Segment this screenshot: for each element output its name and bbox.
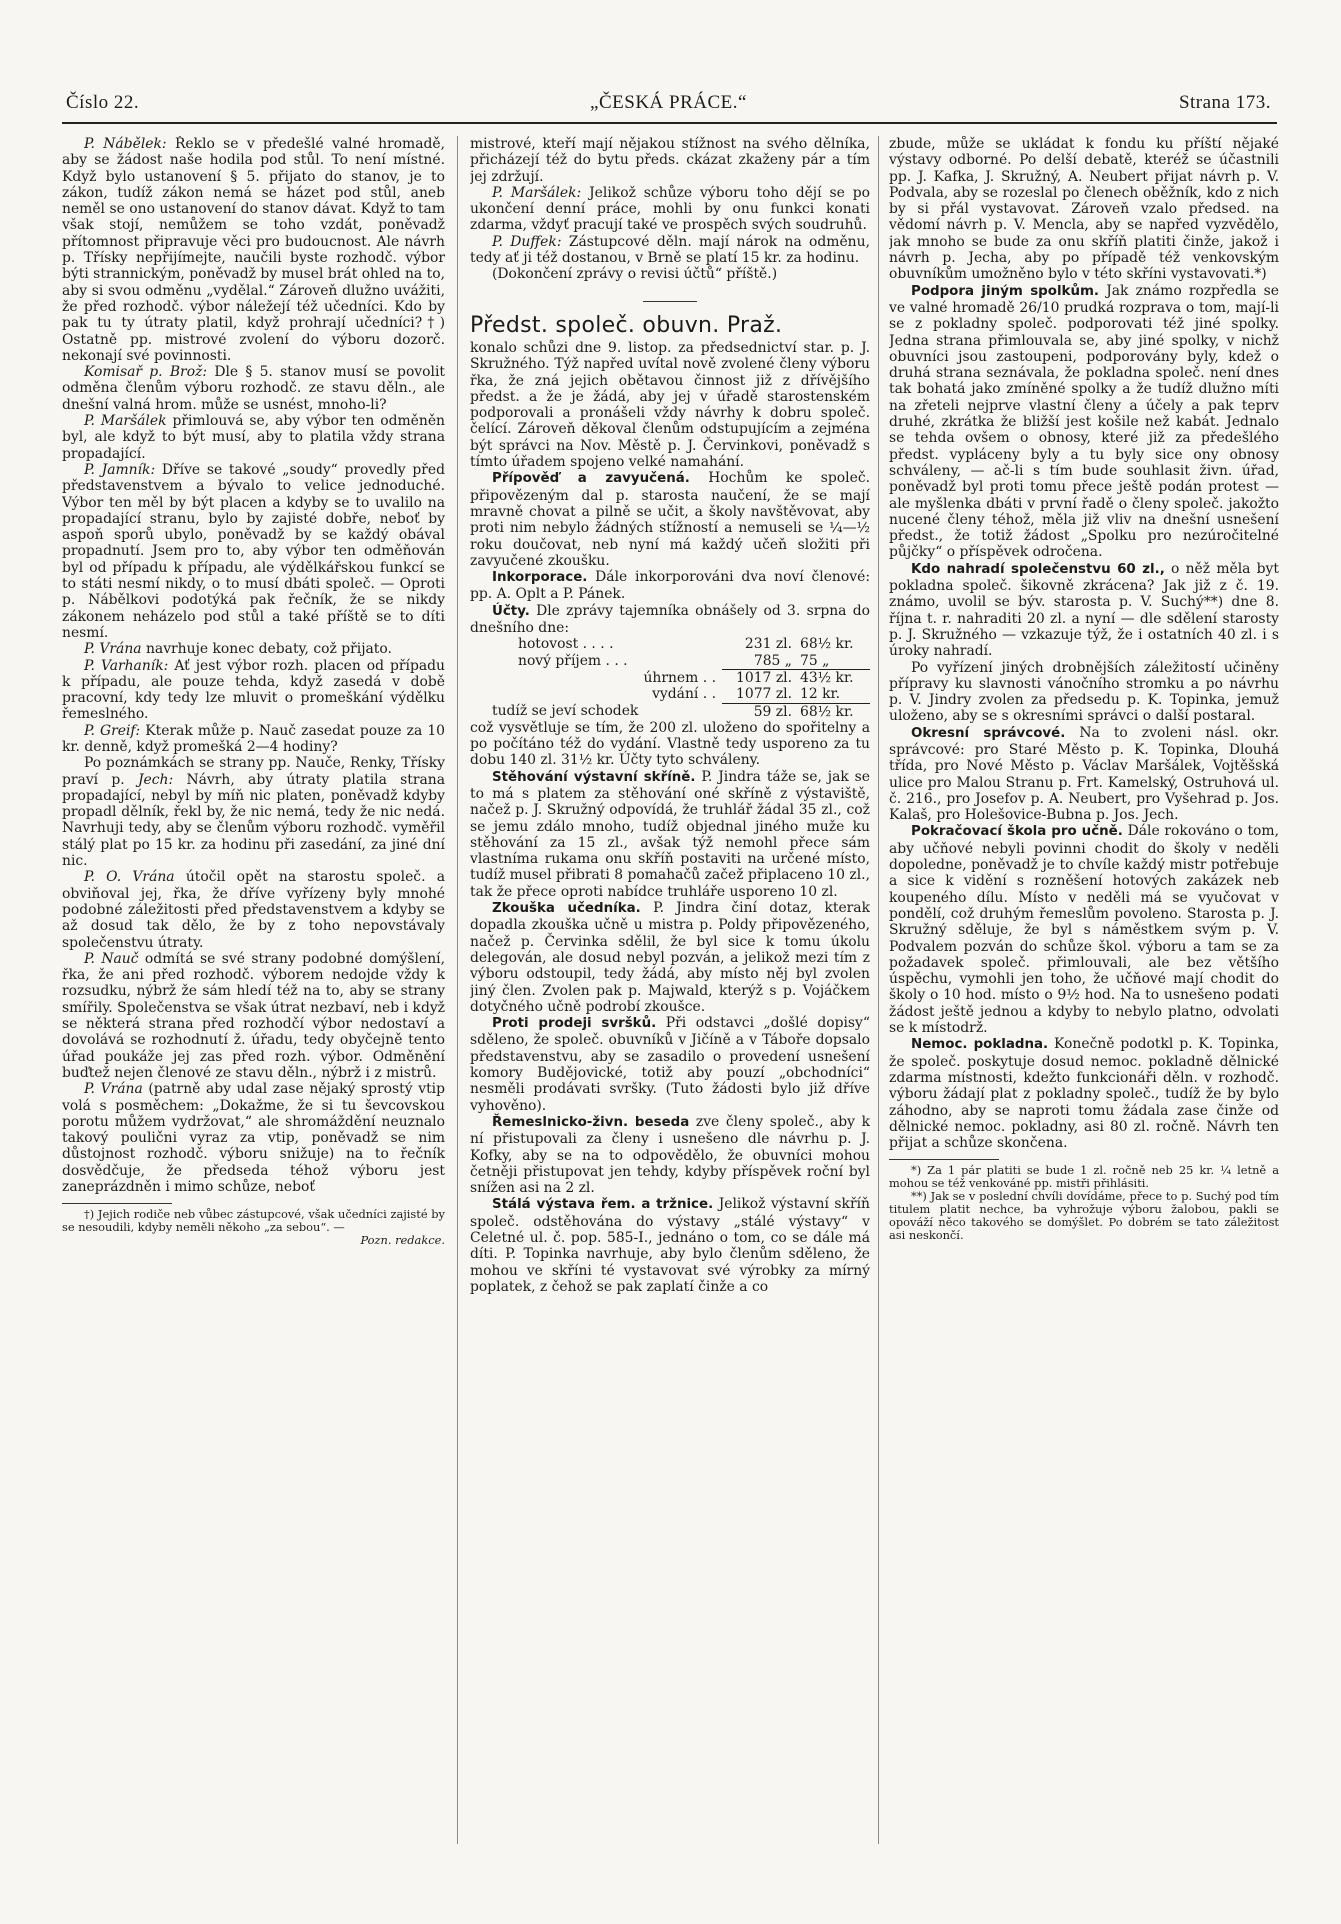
speaker: P. Maršálek	[84, 413, 167, 430]
paragraph	[62, 755, 445, 869]
table-row	[470, 636, 870, 652]
paragraph	[470, 1196, 870, 1295]
paragraph	[470, 470, 870, 569]
speaker: P. Vrána	[84, 1081, 143, 1098]
issue-number: Číslo 22.	[66, 92, 140, 113]
table-cell: vydání . .	[652, 686, 716, 703]
paragraph	[470, 769, 870, 900]
paragraph-text: Dle zprávy tajemníka obnášely od 3. srpna do dnešního dne:	[470, 602, 870, 637]
paragraph	[470, 234, 870, 267]
paragraph-text: P. Jindra činí dotaz, kterak dopadla zkouška učně u mistra p. Poldy připovězeného, načež p. Červinka sdělil, že byl sice k tomu úkolu delegován, ale dosud nebyl pozván, a jelikož mezi tím z výboru odstoupil, tedy žádá, aby místo něj byl zvolen jiný člen. Zvolen pak p. Majwald, kterýž s p. Vojáčkem dotyčného učně podrobí zkoušce.	[470, 900, 870, 1015]
table-cell: 43½ kr.	[800, 669, 854, 686]
page-number: Strana 173.	[1178, 92, 1271, 113]
table-cell: hotovost . . . .	[518, 636, 614, 653]
table-cell: 1017 zl.	[736, 669, 792, 686]
section-heading: Zkouška učedníka.	[492, 901, 641, 917]
paragraph	[62, 413, 445, 462]
paragraph	[470, 569, 870, 603]
paragraph	[889, 561, 1279, 660]
paragraph-text: Konečně podotkl p. K. Topinka, že společ. poskytuje dosud nemoc. pokladně dělnické zdarma místnosti, kdežto funkcionáři děln. v rozhodč. výboru žádají plat z pokladny společ., tudíž že by bylo záhodno, aby se naproti tomu žádala zase činže od dělnické nemoc. pokladny, asi 80 zl. ročně. Návrh ten přijat a schůze skončena.	[889, 1036, 1279, 1152]
paragraph	[62, 462, 445, 641]
paragraph-text: Jak známo rozpředla se ve valné hromadě 26/10 prudká rozprava o tom, mají-li se z pokladny společ. podporovati též jiné spolky. Jedna strana přimlouvala se, aby jiné spolky, v nichž obuvníci jsou zastoupeni, podporovány byly, kdež o druhá strana seznávala, že pokladna společ. není dnes tak bohatá jako zmíněné spolky a že tudíž dlužno míti na zřeteli nejprve vlastní členy a účely a pak teprv druhé, zkrátka že bližší jest košile než kabát. Jednalo se tehda ovšem o obnosy, které již za předešlého předst. vypláceny byly a tu byly sice ony obnosy schváleny, — ač-li s tím bude souhlasit živn. úřad, poněvadž byl proti tomu přece ještě podán protest — ale myšlenka dbáti v první řadě o členy společ. jakožto nucené členy téhož, měla již vliv na dnešní usnešení předst., že totiž žádost „Spolku pro nezúročitelné půjčky“ o příspěvek odročena.	[889, 282, 1279, 561]
speaker: P. Vrána	[84, 641, 142, 658]
paragraph: konalo schůzi dne 9. listop. za předsednictví star. p. J. Skružného. Týž napřed uvítal nově zvolené členy výboru řka, že zná jejich obětavou činnost již z dřívějšího předst. a že je žádá, aby jej v úřadě starostenském podporovali a pronášeli vždy návrhy k dobru společ. čelící. Zároveň děkoval členům odstupujícím a zejména být správci na Nov. Městě p. J. Červinkovi, poněvadž s tímto úřadem spojeno velké namahání.	[470, 339, 870, 471]
paragraph-text: Řeklo se v předešlé valné hromadě, aby se žádost naše hodila pod stůl. To není místné. Když bylo ustanovení § 5. přijato do stanov, je to zákon, tudíž zákon nemá se házet pod stůl, aneb neměl se ono ustanovení do stanov dávat. Když to tam však stojí, nemůžem se toho vzdát, poněvadž přítomnost připravuje věci pro budoucnost. Ale návrh p. Třísky nepřijímejte, naučili byste rozhodč. výbor býti strannickým, poněvadž by musel brát ohled na to, aby si svou odměnu „vydělal.“ Zároveň dlužno uvážiti, že před rozhodč. výbor náležejí též učedníci. Kdo by pak tu ty útraty platil, když prohrají učedníci?†) Ostatně pp. mistrové zvolení do výboru dozorč. nekonají své povinnosti.	[62, 136, 445, 364]
column-2	[470, 136, 870, 1888]
paragraph-text: odmítá se své strany podobné domýšlení, řka, že ani před rozhodč. výborem nedojde vždy k rozsudku, nýbrž že sám hledí též na to, aby se strany smířily. Společenstva se však útrat nezbaví, neb i když se některá strana před rozhodčí výbor nedostaví a dovolává se rozhodnutí ž. úřadu, tedy obyčejně tento úřad poukáže jej zas před rozh. výbor. Odměnění buďtež nejen členové ze stavu děln., nýbrž i z mistrů.	[62, 950, 445, 1081]
paragraph	[889, 283, 1279, 561]
paragraph	[62, 136, 445, 364]
paragraph: (Dokončení zprávy o revisi účtů“ příště.)	[492, 266, 778, 283]
account-table	[470, 636, 870, 719]
journal-title: „ČESKÁ PRÁCE.“	[590, 92, 747, 113]
table-row	[470, 703, 870, 720]
table-cell: 68½ kr.	[800, 636, 854, 653]
paragraph	[62, 951, 445, 1081]
paragraph-text: Návrh, aby útraty platila strana propadající, nebyl by míň nic platen, poněvadž kdyby propadl dělník, řekl by, že nic nemá, tedy že nic nedá. Navrhuji tedy, aby se členům výboru rozhodč. vyměřil stálý plat po 15 kr. za hodinu při zasedání, za jiné dní nic.	[62, 771, 445, 870]
paragraph	[470, 185, 870, 234]
paragraph	[62, 869, 445, 950]
speaker: P. Duffek:	[492, 233, 562, 250]
section-divider	[643, 301, 697, 302]
section-heading: Řemeslnicko-živn. beseda	[492, 1114, 690, 1130]
paragraph-text: Na to zvoleni násl. okr. správcové: pro Staré Město p. K. Topinka, Dlouhá třída, pro Nové Město p. Václav Maršálek, Vojtěšská ulice pro Malou Stranu p. Frt. Kamelský, Ostruhová ul. č. 216., pro Josefov p. A. Neubert, pro Vyšehrad p. Jos. Kalaš, pro Holešovice-Bubna p. Jos. Jech.	[889, 724, 1279, 824]
paragraph	[470, 900, 870, 1015]
paragraph-text: Dříve se takové „soudy“ provedly před představenstvem a bývalo to velice jednoduché. Výbor ten měl by být placen a kdyby se to uvalilo na propadající stranu, bylo by zajisté dobře, neboť by aspoň sporů ubylo, poněvadž by se každý obával propadnutí. Jsem pro to, aby výbor ten odměňován byl od případu k případu, ale výdělkářskou funkcí se to státi nesmí nikdy, o to musí dbáti společ. — Oproti p. Nábělkovi podotýká pak řečník, že se nikdy zákonem neházelo pod stůl a také příště se to díti nesmí.	[62, 461, 445, 641]
header-rule	[62, 122, 1277, 124]
table-row	[470, 653, 870, 670]
paragraph	[62, 364, 445, 413]
paragraph: mistrové, kteří mají nějakou stížnost na svého dělníka, přicházejí též do bytu předs. ckázat zkaženy pár a tím jej zdržují.	[470, 136, 870, 185]
paragraph-text: Jelikož výstavní skříň společ. odstěhována do výstavy „stálé výstavy“ v Celetné ul. č. pop. 585-I., jednáno o tom, co se dále má díti. P. Topinka navrhuje, aby bylo členům sděleno, že mohou ve skříni té vystavovat své výrobky za mírný poplatek, z čehož se pak zaplatí činže a co	[470, 1196, 870, 1295]
paragraph	[62, 723, 445, 756]
speaker: P. Greif:	[84, 722, 141, 739]
table-row	[470, 669, 870, 686]
speaker: P. Nauč	[84, 950, 139, 967]
paragraph-text: Kterak může p. Nauč zasedat pouze za 10 kr. denně, když promešká 2—4 hodiny?	[62, 722, 445, 755]
speaker: Komisař p. Brož:	[84, 364, 208, 381]
table-cell: 75 „	[792, 653, 870, 670]
table-cell: 785 „	[722, 653, 792, 670]
paragraph-text: Jelikož schůze výboru toho dějí se po ukončení denní práce, mohli by onu funkci konati zdarma, vždyť pracují také ve prospěch svých soudruhů.	[470, 184, 870, 234]
paragraph-text: Po poznámkách se strany pp. Nauče, Renky, Třísky praví p.	[62, 755, 445, 788]
paragraph: což vysvětluje se tím, že 200 zl. uloženo do spořitelny a po počítáno též do vydání. Vlastně tedy usporeno za tu dobu 140 zl. 31½ kr. Účty tyto schváleny.	[470, 719, 870, 769]
paragraph-text: (patrně aby udal zase nějaký sprostý vtip volá s posměchem: „Dokažme, že si tu ševcovskou porotu můžem vydržovat,“ ale shromáždění neuznalo takový poulični vyraz za vtip, poněvadž se nim důstojnost rozhodč. výboru snižuje) na to řečník dosvědčuje, že předseda téhož výboru jest zaneprázdněn i mimo schůze, neboť	[62, 1081, 445, 1195]
paragraph	[889, 725, 1279, 824]
paragraph-text: zve členy společ., aby k ní přistupovali za členy i usnešeno dle návrhu p. J. Kofky, aby se na to odpovědělo, že obuvníci mohou četněji přistupovat jen tehdy, kdyby příspěvek roční byl snížen asi na 2 zl.	[470, 1113, 870, 1197]
section-heading: Kdo nahradí společenstvu 60 zl.,	[911, 561, 1165, 577]
paragraph-text: Zástupcové děln. mají nárok na odměnu, tedy ať ji též dostanou, v Brně se platí 15 kr. za hodinu.	[470, 233, 870, 267]
paragraph-text: Dále inkorporováni dva noví členové: pp. A. Oplt a P. Pánek.	[470, 569, 870, 603]
section-heading: Účty.	[492, 603, 530, 619]
paragraph	[62, 641, 445, 657]
footnote: *) Za 1 pár platiti se bude 1 zl. ročně neb 25 kr. ¼ letně a mohou se též venkováné pp. mistři přihlásiti.	[889, 1163, 1279, 1191]
speaker: Jech:	[137, 771, 174, 788]
paragraph	[470, 1114, 870, 1196]
paragraph	[62, 658, 445, 723]
footnote-signature: Pozn. redakce.	[360, 1233, 445, 1248]
section-heading: Stálá výstava řem. a tržnice.	[492, 1197, 714, 1213]
footnote: **) Jak se v poslední chvíli dovídáme, přece to p. Suchý pod tím titulem platit nechce, ba vyhrožuje výboru žalobou, pakli se opováží něco takového se domýšlet. Po dobrém se tato záležitost asi neskončí.	[889, 1189, 1279, 1243]
paragraph-text: P. Jindra táže se, jak se to má s platem za stěhování oné skříně z výstaviště, načež p. J. Skružný odpovídá, že truhlář žádal 35 zl., což se jemu zdálo mnoho, tudíž objednal jiného muže ku stěhování za 15 zl., avšak týž nemohl přece sám vlastníma rukama onu skříň postaviti na určené místo, tudíž musel přibrati 8 pomahačů začež připlaceno 10 zl., tak že přece oproti nabídce truhláře usporeno 10 zl.	[470, 768, 870, 900]
paragraph-text: přimlouvá se, aby výbor ten odměněn byl, ale když to být musí, aby to platila vždy strana propadající.	[62, 413, 445, 462]
paragraph	[470, 603, 870, 637]
column-1	[62, 136, 445, 1888]
speaker: P. Nábělek:	[84, 136, 167, 152]
section-heading: Pokračovací škola pro učně.	[911, 824, 1123, 840]
paragraph-text: Dále rokováno o tom, aby učňové nebyli povinni chodit do školy v neděli dopoledne, poněvadž je to chvíle každý mistr potřebuje a sice k vidění s rozněšení hotových zakázek neb koupeného dílu. Místo v neděli má se vyučovat v pondělí, což druhým řemeslům povoleno. Starosta p. J. Skružný sděluje, že byl s náměstkem svým p. V. Podvalem pozván do schůze škol. výboru a tam se za požadavek společ. přimlouvali, ale bez většího úspěchu, vymohli jen toho, že učňové mají chodit do školy o 10 hod. místo o 9½ hod. Na to usnešeno podati žádost ještě jednou a kdyby to nebylo platno, odvolati se k místodrž.	[889, 823, 1279, 1037]
paragraph: Po vyřízení jiných drobnějších záležitostí učiněny přípravy ku slavnosti vánočního stromku a po návrhu p. V. Jindry zvolen za předsedu p. K. Topinka, jemuž uloženo, aby se s okresními správci o další postaral.	[889, 659, 1279, 725]
speaker: P. O. Vrána	[84, 869, 175, 886]
section-heading: Podpora jiným spolkům.	[911, 283, 1100, 299]
paragraph: zbude, může se ukládat k fondu ku příští nějaké výstavy odborné. Po delší debatě, kteréž se účastnili pp. J. Kafka, J. Skružný, A. Neubert přijat návrh p. V. Podvala, aby se rozeslal po členech oběžník, kdo z nich by si přál vystavovat. Zároveň vzalo předsed. na vědomí návrh p. V. Mencla, aby se napřed vyzvědělo, jak mnoho se bude za onu skříň platiti činže, jakož i návrh p. Jecha, aby po případě též venkovským obuvníkům umožněno bylo v této skříni vystavovati.*)	[889, 136, 1279, 283]
footnote-rule	[62, 1203, 172, 1204]
table-cell: 12 kr.	[792, 686, 870, 703]
table-row	[470, 686, 870, 703]
paragraph-text: Při odstavci „došlé dopisy“ sděleno, že společ. obuvníků v Jičíně a v Táboře dopsalo představenstvu, aby se zasadilo o provedení usnešení komory Budějovické, totiž aby pouzí „obchodníci“ nesměli prodávati svršky. (Tuto žádosti bylo již dříve vyhověno).	[470, 1015, 870, 1114]
column-3	[889, 136, 1279, 1888]
table-cell: 1077 zl.	[722, 686, 792, 703]
paragraph	[889, 823, 1279, 1036]
speaker: P. Varhaník:	[84, 657, 169, 674]
column-separator	[878, 136, 879, 1844]
table-cell: tudíž se jeví schodek	[492, 703, 639, 720]
footnote-rule	[889, 1159, 999, 1160]
column-separator	[457, 136, 458, 1844]
section-heading: Inkorporace.	[492, 570, 588, 586]
table-cell: 59 zl.	[753, 703, 792, 720]
section-heading: Stěhování výstavní skříně.	[492, 769, 696, 785]
footnote: †) Jejich rodiče neb vůbec zástupcové, však učedníci zajisté by se nesoudili, kdyby neměli někoho „za sebou“. —	[62, 1207, 445, 1235]
table-cell: nový příjem . . .	[518, 652, 628, 669]
speaker: P. Maršálek:	[492, 184, 582, 201]
section-heading: Proti prodeji svršků.	[492, 1016, 657, 1032]
paragraph-text: navrhuje konec debaty, což přijato.	[145, 641, 392, 658]
paragraph	[62, 1081, 445, 1195]
page-header	[66, 92, 1271, 116]
table-cell: 231 zl.	[744, 636, 792, 653]
table-cell: 68½ kr.	[800, 703, 854, 720]
paragraph	[889, 1036, 1279, 1151]
article-title: Předst. společ. obuvn. Praž.	[470, 312, 783, 338]
section-heading: Okresní správcové.	[911, 725, 1066, 741]
section-heading: Nemoc. pokladna.	[911, 1037, 1049, 1053]
section-heading: Přípověď a zavyučená.	[492, 471, 690, 487]
paragraph-text: Ať jest výbor rozh. placen od případu k případu, ale pouze tehda, když zasedá v době pracovní, kdy tedy lze mluvit o promeškání výdělku řemeslného.	[62, 657, 445, 723]
paragraph-text: o něž měla byt pokladna společ. šikovně zkrácena? Jak již z č. 19. známo, uvolil se býv. starosta p. V. Suchý**) dne 8. října t. r. nahraditi 20 zl. a nyní — dle sdělení starosty p. J. Skružného — vzkazuje týž, že i ostatních 40 zl. i s úroky nahradí.	[889, 560, 1279, 660]
paragraph-text: Dle § 5. stanov musí se povolit odměna členům výboru rozhodč. ze stavu děln., ale dnešní valná hrom. může se usnést, mnoho-li?	[62, 364, 445, 413]
paragraph-text: útočil opět na starostu společ. a obviňoval jej, řka, že dříve vyřízeny byly mnohé podobné záležitosti před představenstvem a kdyby se až dosud tak dělo, že by z toho nepovstávaly společenstvu útraty.	[62, 869, 445, 951]
table-cell: úhrnem . .	[643, 669, 716, 686]
paragraph-text: Hochům ke společ. připovězeným dal p. starosta naučení, že se mají mravně chovat a pilně se učit, a školy navštěvovat, aby proti nim nebylo žádných stížností a nemuseli se ¼—½ roku doučovat, neb nyní má každý učeň složiti při zavyučené zkoušku.	[470, 470, 870, 569]
speaker: P. Jamník:	[84, 461, 156, 478]
paragraph	[470, 1015, 870, 1114]
